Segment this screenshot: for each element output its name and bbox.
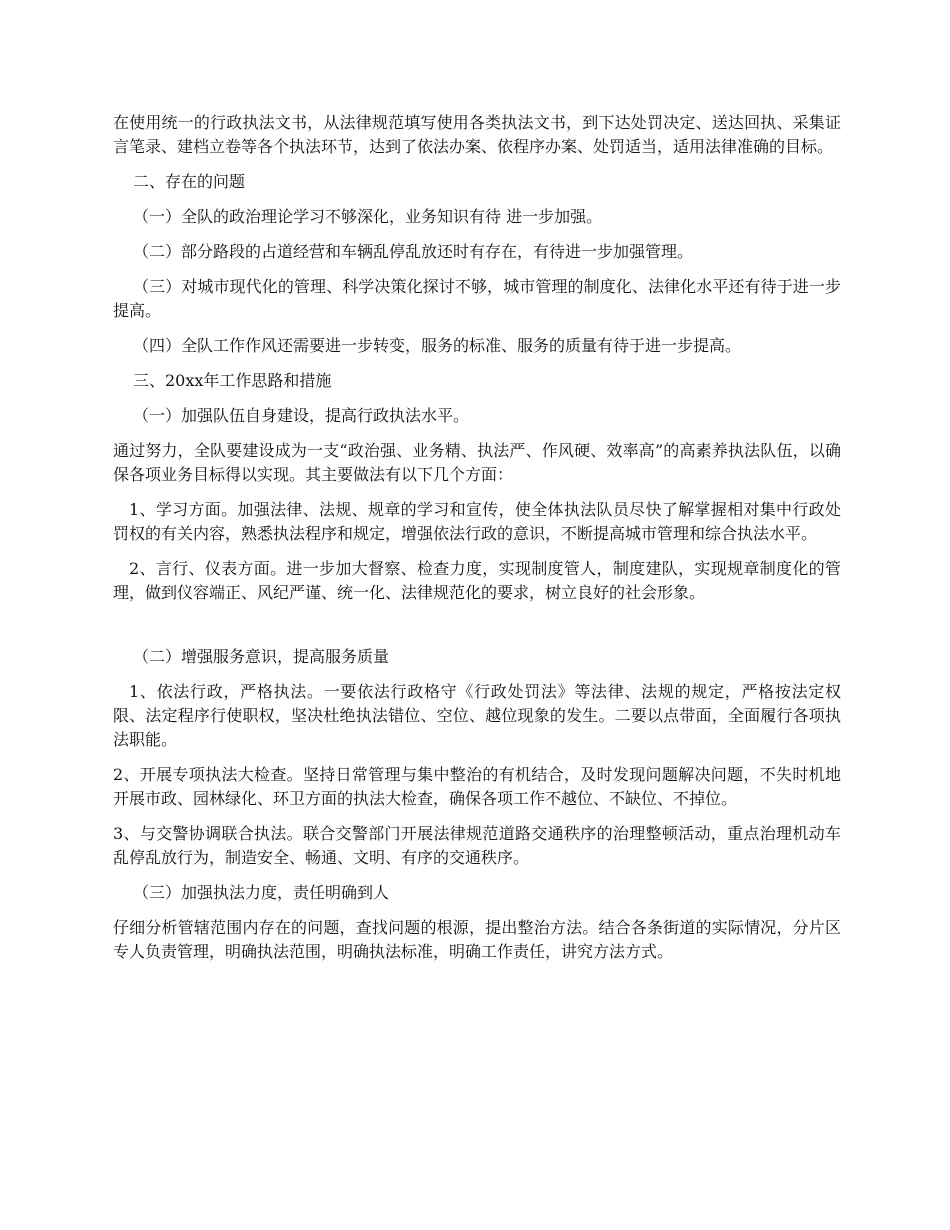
paragraph-team-goal: 通过努力，全队要建设成为一支“政治强、业务精、执法严、作风硬、效率高”的高素养执法队伍，以确保各项业务目标得以实现。其主要做法有以下几个方面： — [113, 441, 841, 484]
list-item-conduct: 2、言行、仪表方面。进一步加大督察、检查力度，实现制度管人，制度建队，实现规章制度化的管理，做到仪容端正、风纪严谨、统一化、法律规范化的要求，树立良好的社会形象。 — [113, 559, 841, 602]
problem-item-3: （三）对城市现代化的管理、科学决策化探讨不够，城市管理的制度化、法律化水平还有待于进一步提高。 — [113, 277, 841, 320]
list-item-lawful-admin: 1、依法行政，严格执法。一要依法行政格守《行政处罚法》等法律、法规的规定，严格按法定权限、法定程序行使职权，坚决杜绝执法错位、空位、越位现象的发生。二要以点带面，全面履行各项执法职能。 — [113, 682, 841, 749]
section-heading-problems: 二、存在的问题 — [133, 172, 246, 191]
problem-item-1: （一）全队的政治理论学习不够深化，业务知识有待 进一步加强。 — [133, 207, 603, 226]
subheading-service: （二）增强服务意识，提高服务质量 — [133, 647, 390, 666]
subheading-enforcement: （三）加强执法力度，责任明确到人 — [133, 883, 390, 902]
problem-item-4: （四）全队工作作风还需要进一步转变，服务的标准、服务的质量有待于进一步提高。 — [133, 336, 742, 355]
paragraph-intro: 在使用统一的行政执法文书，从法律规范填写使用各类执法文书，到下达处罚决定、送达回执、采集证言笔录、建档立卷等各个执法环节，达到了依法办案、依程序办案、处罚适当，适用法律准确的目标。 — [113, 113, 841, 156]
section-heading-plans: 三、20xx年工作思路和措施 — [133, 371, 332, 390]
list-item-joint-enforcement: 3、与交警协调联合执法。联合交警部门开展法律规范道路交通秩序的治理整顿活动，重点治理机动车乱停乱放行为，制造安全、畅通、文明、有序的交通秩序。 — [113, 824, 841, 867]
document-body — [113, 111, 841, 975]
paragraph-analysis: 仔细分析管辖范围内存在的问题，查找问题的根源，提出整治方法。结合各条街道的实际情况，分片区专人负责管理，明确执法范围，明确执法标准，明确工作责任，讲究方法方式。 — [113, 918, 841, 961]
list-item-study: 1、学习方面。加强法律、法规、规章的学习和宣传，使全体执法队员尽快了解掌握相对集中行政处罚权的有关内容，熟悉执法程序和规定，增强依法行政的意识，不断提高城市管理和综合执法水平。 — [113, 500, 841, 543]
problem-item-2: （二）部分路段的占道经营和车辆乱停乱放还时有存在，有待进一步加强管理。 — [133, 242, 694, 261]
list-item-special-inspection: 2、开展专项执法大检查。坚持日常管理与集中整治的有机结合，及时发现问题解决问题，不失时机地开展市政、园林绿化、环卫方面的执法大检查，确保各项工作不越位、不缺位、不掉位。 — [113, 765, 841, 808]
subheading-team-building: （一）加强队伍自身建设，提高行政执法水平。 — [133, 406, 470, 425]
